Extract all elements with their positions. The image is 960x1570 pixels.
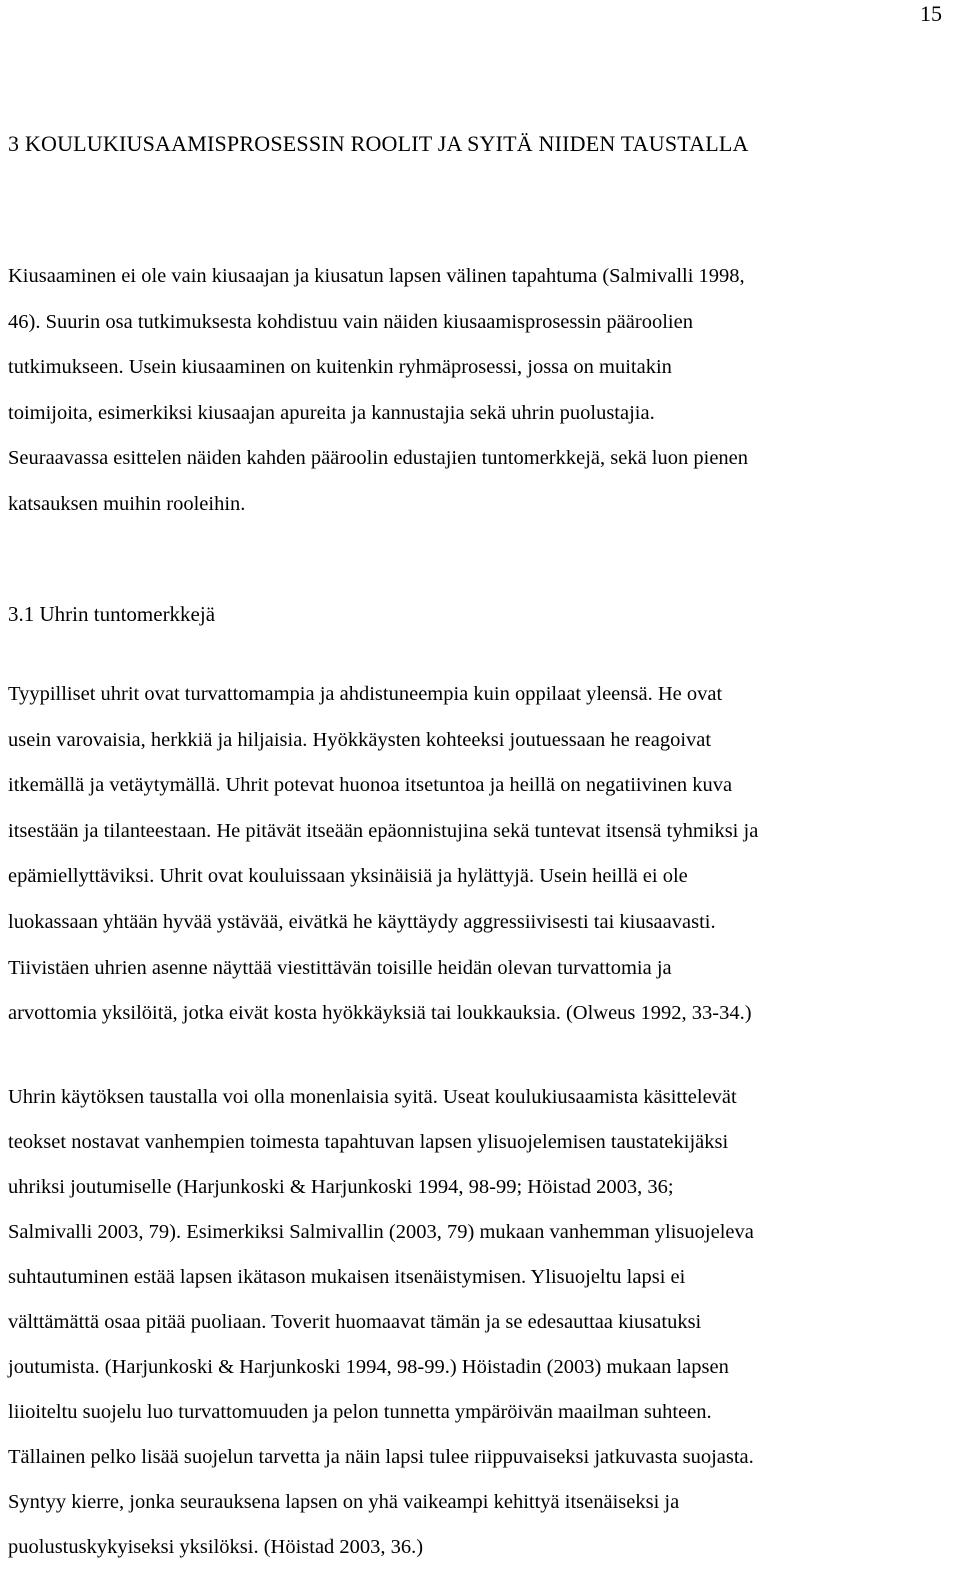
text-line: välttämättä osaa pitää puoliaan. Toverit huomaavat tämän ja se edesauttaa kiusatuksi [8, 1311, 702, 1333]
paragraph-victim-background [8, 1075, 952, 1570]
section-title: 3.1 Uhrin tuntomerkkejä [8, 602, 216, 626]
text-line: uhriksi joutumiselle (Harjunkoski & Harjunkoski 1994, 98-99; Höistad 2003, 36; [8, 1176, 674, 1198]
paragraph-intro [8, 254, 952, 528]
text-line: joutumista. (Harjunkoski & Harjunkoski 1994, 98-99.) Höistadin (2003) mukaan lapsen [8, 1356, 729, 1378]
text-line: toimijoita, esimerkiksi kiusaajan apureita ja kannustajia sekä uhrin puolustajia. [8, 401, 655, 424]
text-line: Tällainen pelko lisää suojelun tarvetta ja näin lapsi tulee riippuvaiseksi jatkuvasta suojasta. [8, 1446, 754, 1468]
text-line: Kiusaaminen ei ole vain kiusaajan ja kiusatun lapsen välinen tapahtuma (Salmivalli 1998, [8, 265, 745, 287]
text-line: suhtautuminen estää lapsen ikätason mukaisen itsenäistymisen. Ylisuojeltu lapsi ei [8, 1266, 686, 1288]
text-line: itkemällä ja vetäytymällä. Uhrit potevat huonoa itsetuntoa ja heillä on negatiivinen kuva [8, 774, 733, 797]
text-line: Seuraavassa esittelen näiden kahden pääroolin edustajien tuntomerkkejä, sekä luon pienen [8, 447, 749, 470]
text-line: tutkimukseen. Usein kiusaaminen on kuitenkin ryhmäprosessi, jossa on muitakin [8, 356, 672, 379]
text-line: arvottomia yksilöitä, jotka eivät kosta hyökkäyksiä tai loukkauksia. (Olweus 1992, 33-34.) [8, 1002, 752, 1025]
text-line: liioiteltu suojelu luo turvattomuuden ja pelon tunnetta ympäröivän maailman suhteen. [8, 1401, 712, 1423]
paragraph-victim-traits [8, 672, 952, 1037]
text-line: Uhrin käytöksen taustalla voi olla monenlaisia syitä. Useat koulukiusaamista käsittelevät [8, 1086, 737, 1108]
text-line: 46). Suurin osa tutkimuksesta kohdistuu vain näiden kiusaamisprosessin pääroolien [8, 310, 693, 333]
text-line: itsestään ja tilanteestaan. He pitävät itseään epäonnistujina sekä tuntevat itsensä tyhmiksi ja [8, 819, 759, 842]
text-line: katsauksen muihin rooleihin. [8, 492, 246, 515]
text-line: teokset nostavat vanhempien toimesta tapahtuvan lapsen ylisuojelemisen taustatekijäksi [8, 1131, 729, 1153]
text-line: epämiellyttäviksi. Uhrit ovat kouluissaan yksinäisiä ja hylättyjä. Usein heillä ei ole [8, 865, 688, 888]
page-number: 15 [920, 1, 942, 26]
text-line: usein varovaisia, herkkiä ja hiljaisia. Hyökkäysten kohteeksi joutuessaan he reagoivat [8, 728, 712, 751]
text-line: puolustuskykyiseksi yksilöksi. (Höistad 2003, 36.) [8, 1536, 424, 1558]
text-line: Salmivalli 2003, 79). Esimerkiksi Salmivallin (2003, 79) mukaan vanhemman ylisuojeleva [8, 1221, 754, 1243]
text-line: luokassaan yhtään hyvää ystävää, eivätkä he käyttäydy aggressiivisesti tai kiusaavasti. [8, 910, 716, 933]
text-line: Tyypilliset uhrit ovat turvattomampia ja ahdistuneempia kuin oppilaat yleensä. He ovat [8, 683, 723, 705]
text-line: Tiivistäen uhrien asenne näyttää viestittävän toisille heidän olevan turvattomia ja [8, 956, 672, 979]
text-line: Syntyy kierre, jonka seurauksena lapsen on yhä vaikeampi kehittyä itsenäiseksi ja [8, 1491, 680, 1513]
chapter-title: 3 KOULUKIUSAAMISPROSESSIN ROOLIT JA SYITÄ NIIDEN TAUSTALLA [8, 131, 749, 156]
